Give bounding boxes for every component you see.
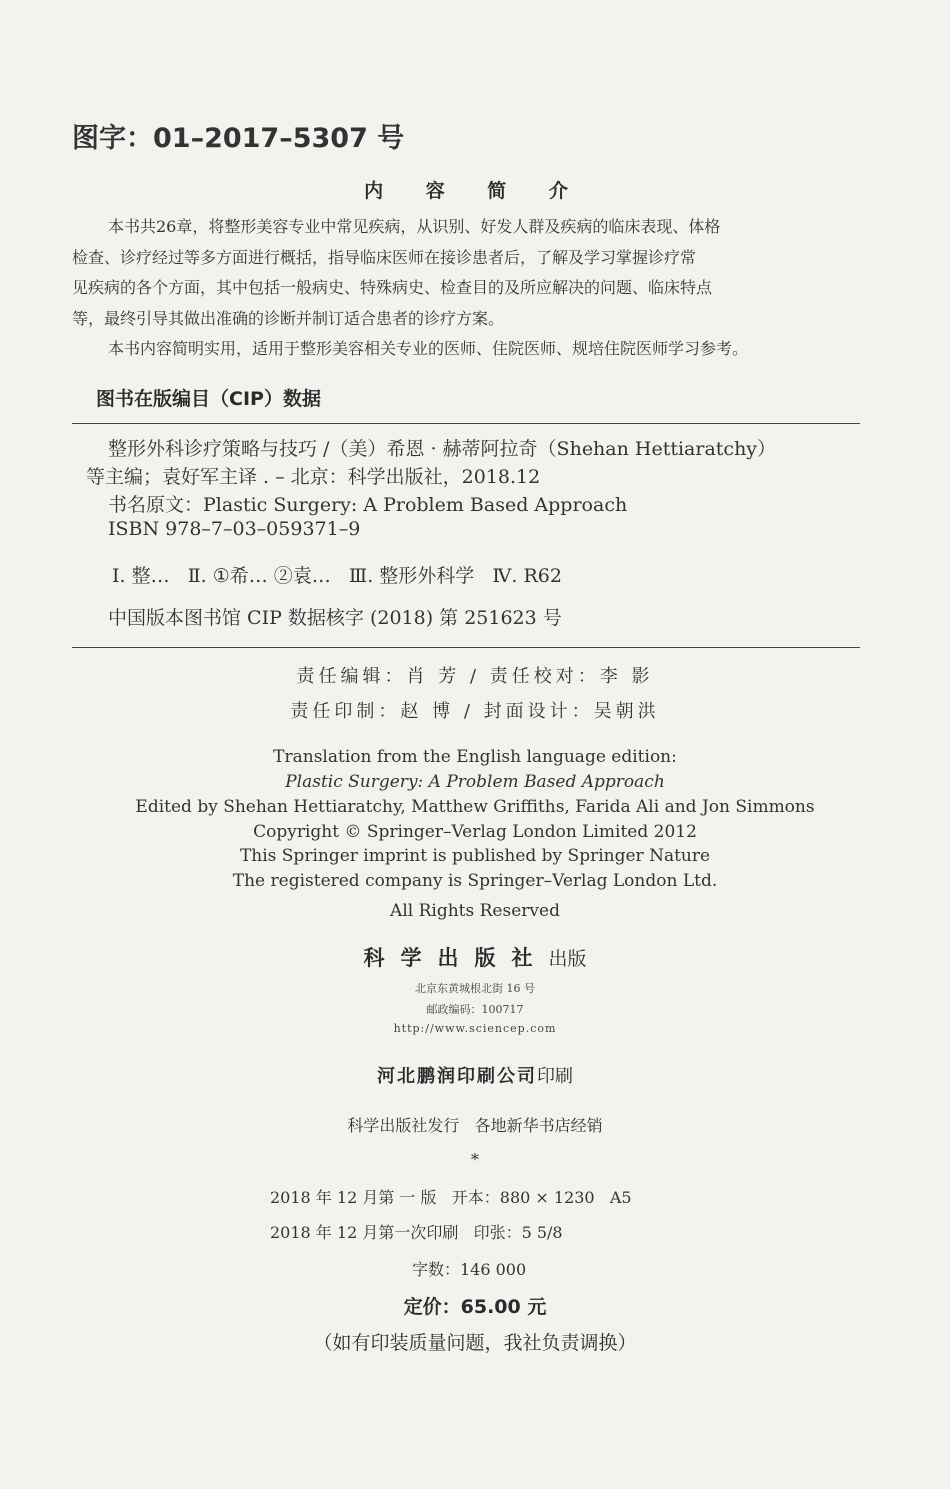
quality-notice: （如有印装质量问题，我社负责调换） (313, 1332, 637, 1354)
cip-verification: 中国版本图书馆 CIP 数据核字 (2018) 第 251623 号 (108, 607, 562, 629)
original-title (0, 772, 950, 792)
cip-line-2: 等主编；袁好军主译 . – 北京：科学出版社，2018.12 (86, 466, 541, 488)
publisher-address: 北京东黄城根北街 16 号 (415, 982, 535, 995)
registration-number: 图字：01–2017–5307 号 (72, 123, 405, 154)
separator-star: * (471, 1150, 479, 1169)
original-title-main: Plastic Surgery (285, 772, 418, 792)
editor-credits: 责任编辑：肖 芳 / 责任校对：李 影 (296, 666, 654, 687)
cip-classification: Ⅰ. 整… Ⅱ. ①希… ②袁… Ⅲ. 整形外科学 Ⅳ. R62 (112, 565, 562, 587)
cip-heading: 图书在版编目（CIP）数据 (96, 388, 321, 410)
cip-line-3: 书名原文：Plastic Surgery: A Problem Based Approach (108, 494, 628, 516)
price: 定价：65.00 元 (403, 1296, 547, 1318)
intro-title: 内 容 简 介 (364, 180, 586, 202)
registered-company-line: The registered company is Springer–Verlag London Ltd. (232, 871, 718, 891)
divider-top (72, 423, 860, 424)
intro-line: 检查、诊疗经过等多方面进行概括，指导临床医师在接诊患者后，了解及学习掌握诊疗常 (72, 247, 697, 267)
translation-note: Translation from the English language edition: (273, 747, 677, 767)
intro-paragraph (72, 212, 860, 365)
cip-isbn: ISBN 978–7–03–059371–9 (108, 518, 361, 540)
intro-line: 等，最终引导其做出准确的诊断并制订适合患者的诊疗方案。 (72, 308, 505, 328)
publisher-line (0, 942, 950, 972)
divider-bottom (72, 647, 860, 648)
edition-line: 2018 年 12 月第 一 版 开本：880 × 1230 A5 (270, 1188, 632, 1207)
distribution-line: 科学出版社发行 各地新华书店经销 (347, 1116, 603, 1135)
publisher-postcode: 邮政编码：100717 (426, 1003, 524, 1016)
intro-line: 本书共26章，将整形美容专业中常见疾病，从识别、好发人群及疾病的临床表现、体格 (108, 217, 721, 236)
intro-paragraph-2: 本书内容简明实用，适用于整形美容相关专业的医师、住院医师、规培住院医师学习参考。 (108, 339, 749, 358)
production-credits: 责任印制：赵 博 / 封面设计：吴朝洪 (290, 701, 660, 722)
copyright-line: Copyright © Springer–Verlag London Limited 2012 (253, 822, 697, 842)
printer-suffix: 印刷 (537, 1066, 573, 1087)
original-title-sub: : A Problem Based Approach (417, 772, 665, 792)
cip-line-1: 整形外科诊疗策略与技巧 /（美）希恩 · 赫蒂阿拉奇（Shehan Hettiaratchy） (108, 438, 777, 460)
rights-line: All Rights Reserved (390, 901, 560, 921)
publisher-suffix: 出版 (548, 948, 587, 970)
imprint-line: This Springer imprint is published by Springer Nature (239, 846, 711, 866)
intro-line: 见疾病的各个方面，其中包括一般病史、特殊病史、检查目的及所应解决的问题、临床特点 (72, 278, 713, 297)
publisher-name: 科学出版社 (363, 945, 549, 970)
printer-line (0, 1062, 950, 1088)
publisher-url: http://www.sciencep.com (393, 1022, 557, 1035)
word-count: 字数：146 000 (412, 1260, 527, 1279)
editors-line: Edited by Shehan Hettiaratchy, Matthew Griffiths, Farida Ali and Jon Simmons (135, 797, 815, 817)
printer-name: 河北鹏润印刷公司 (377, 1066, 537, 1087)
printing-line: 2018 年 12 月第一次印刷 印张：5 5/8 (270, 1223, 563, 1242)
